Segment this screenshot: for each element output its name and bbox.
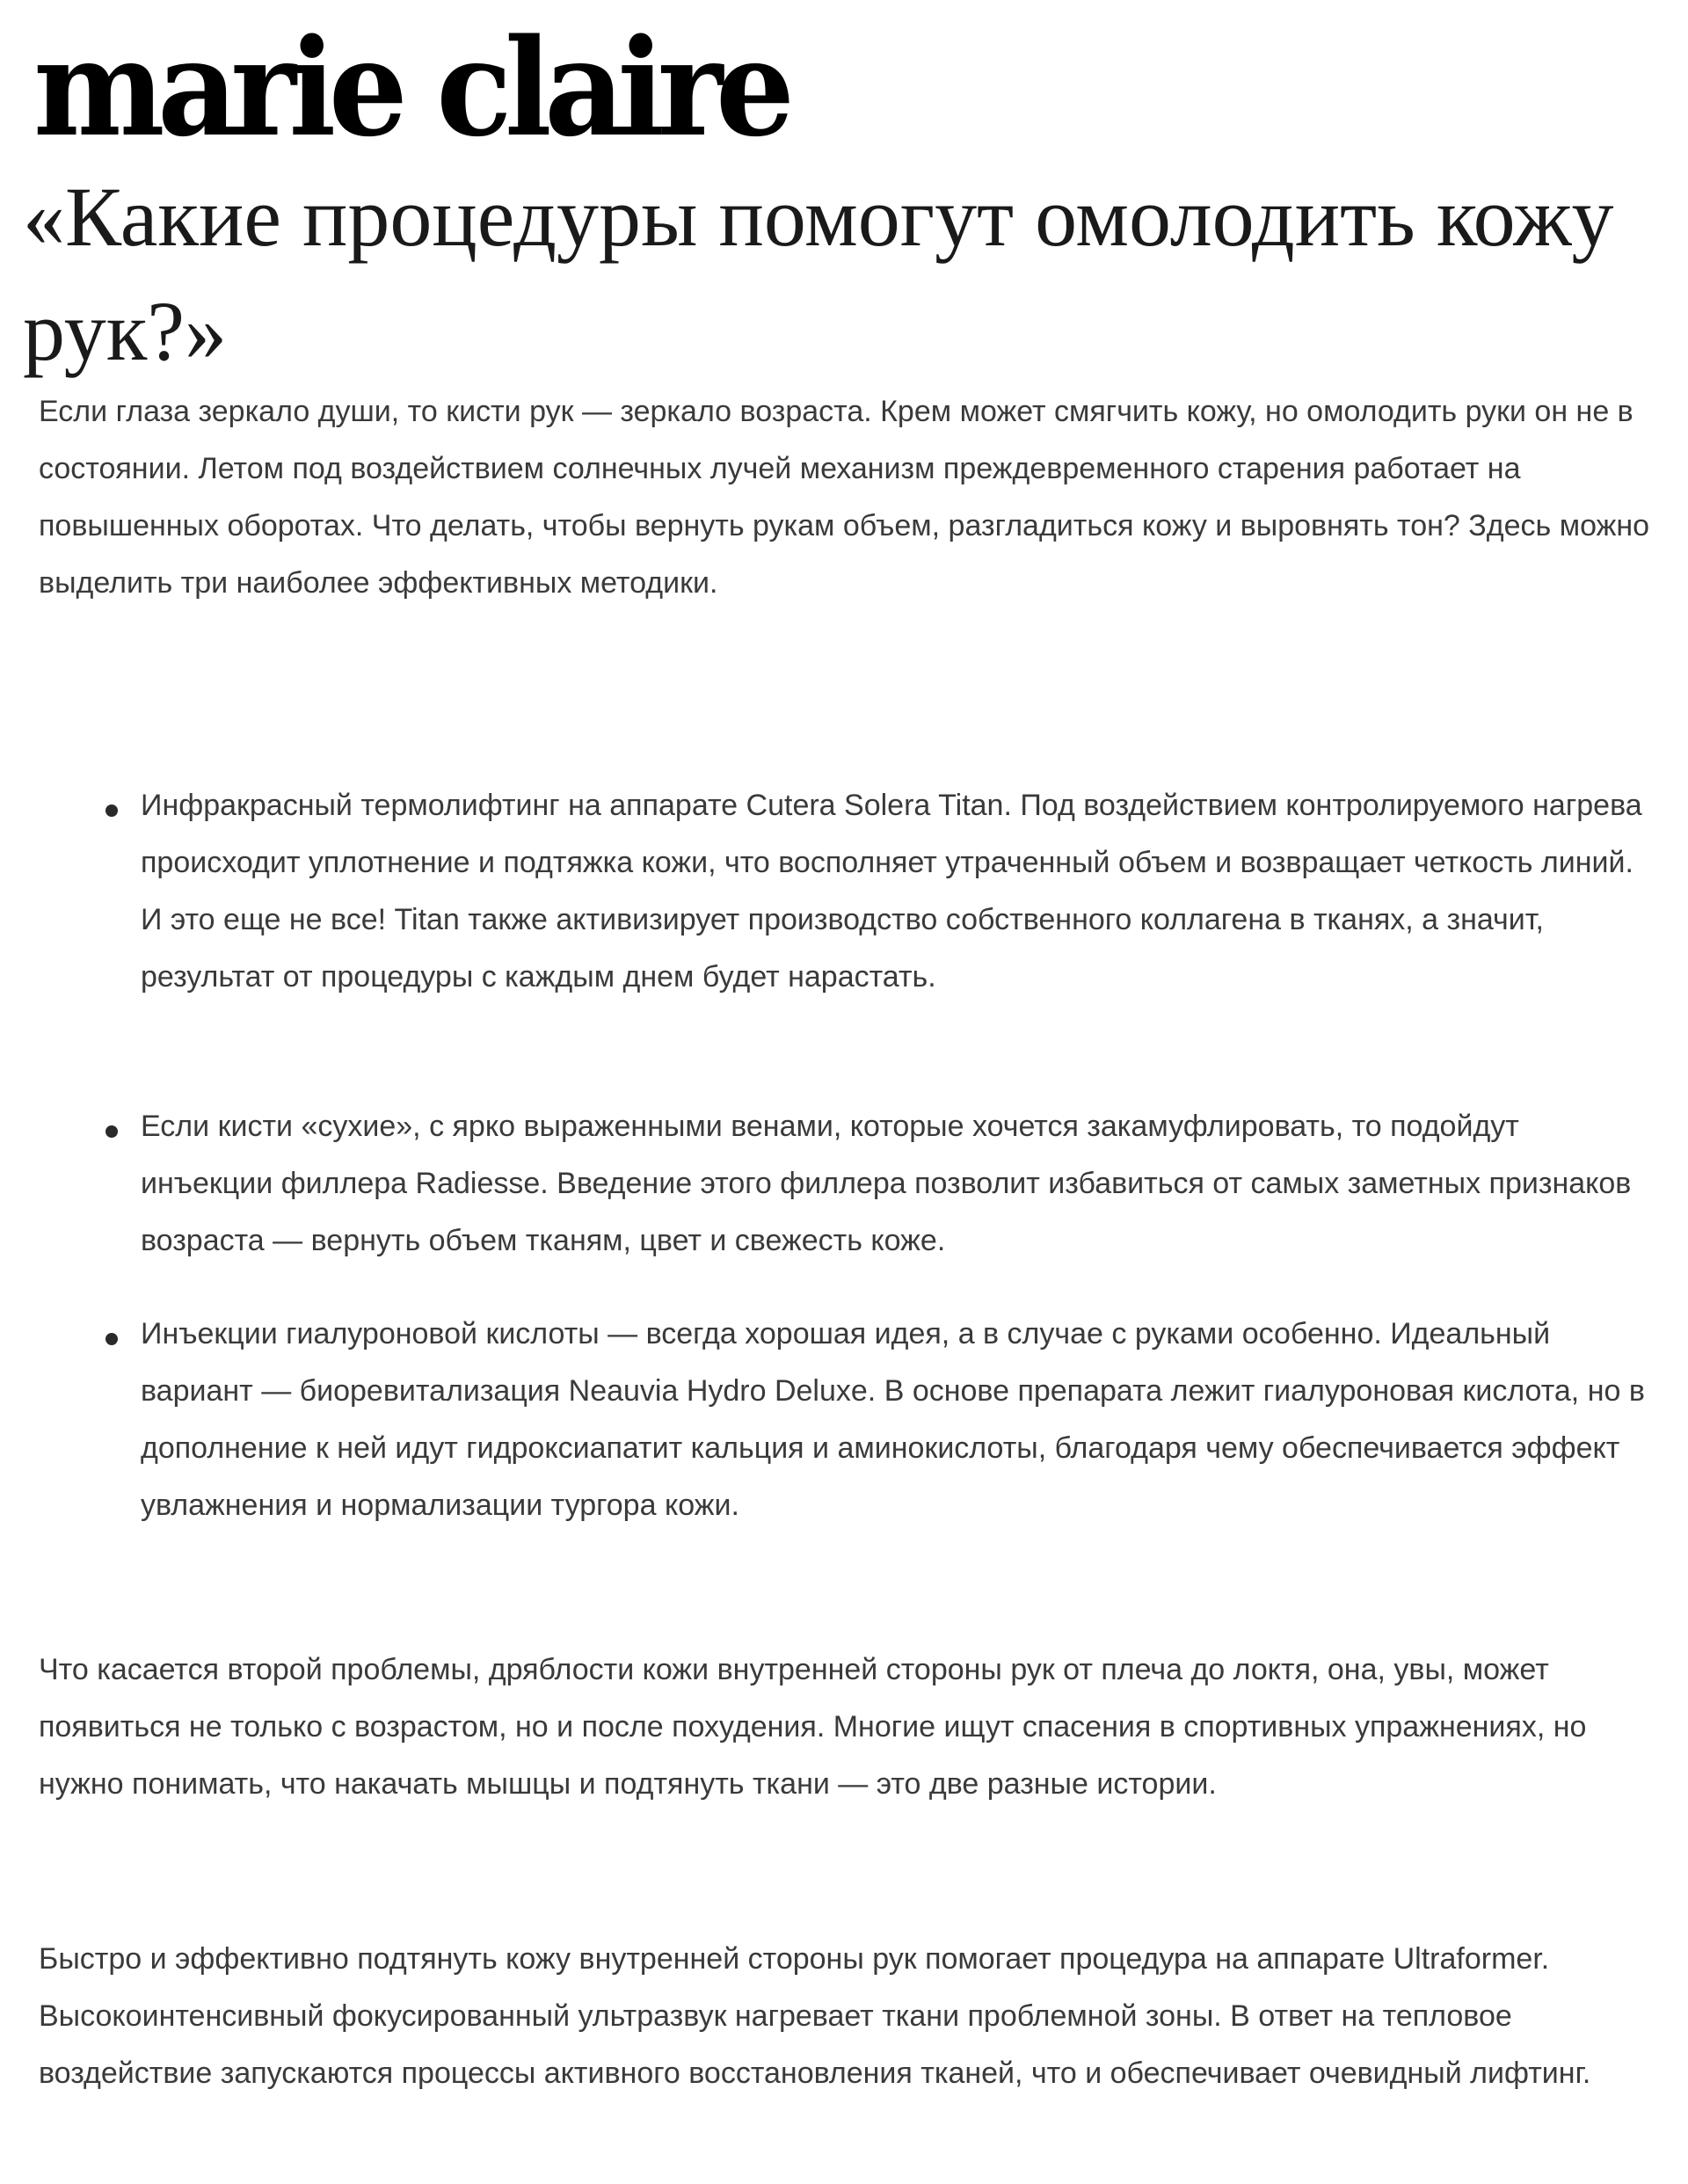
article-title: «Какие процедуры помогут омолодить кожу рук?»: [23, 170, 1614, 378]
list-item-titan: Инфракрасный термолифтинг на аппарате Cutera Solera Titan. Под воздействием контролируемого нагрева происходит уплотнение и подтяжка кожи, что восполняет утраченный объем и возвращает четкость линий. И это еще не все! Titan также активизирует производство собственного коллагена в тканях, а значит, результат от процедуры с каждым днем будет нарастать.: [141, 789, 1642, 994]
paragraph-arm-laxity: Что касается второй проблемы, дряблости кожи внутренней стороны рук от плеча до локтя, она, увы, может появиться не только с возрастом, но и после похудения. Многие ищут спасения в спортивных упражнениях, но нужно понимать, что накачать мышцы и подтянуть ткани — это две разные истории.: [39, 1653, 1587, 1801]
bullet-dot: [106, 804, 118, 817]
list-item-radiesse: Если кисти «сухие», с ярко выраженными венами, которые хочется закамуфлировать, то подойдут инъекции филлера Radiesse. Введение этого филлера позволит избавиться от самых заметных признаков возраста — вернуть объем тканям, цвет и свежесть коже.: [141, 1110, 1632, 1257]
brand-logo[interactable]: marie claire: [33, 9, 788, 166]
paragraph-ultraformer: Быстро и эффективно подтянуть кожу внутренней стороны рук помогает процедура на аппарате Ultraformer. Высокоинтенсивный фокусированный ультразвук нагревает ткани проблемной зоны. В ответ на тепловое воздействие запускаются процессы активного восстановления тканей, что и обеспечивает очевидный лифтинг.: [39, 1942, 1591, 2090]
bullet-dot: [106, 1333, 118, 1345]
list-item-neauvia: Инъекции гиалуроновой кислоты — всегда хорошая идея, а в случае с руками особенно. Идеальный вариант — биоревитализация Neauvia Hydro Deluxe. В основе препарата лежит гиалуроновая кислота, но в дополнение к ней идут гидроксиапатит кальция и аминокислоты, благодаря чему обеспечивается эффект увлажнения и нормализации тургора кожи.: [141, 1317, 1645, 1522]
intro-paragraph: Если глаза зеркало души, то кисти рук — зеркало возраста. Крем может смягчить кожу, но омолодить руки он не в состоянии. Летом под воздействием солнечных лучей механизм преждевременного старения работает на повышенных оборотах. Что делать, чтобы вернуть рукам объем, разгладиться кожу и выровнять тон? Здесь можно выделить три наиболее эффективных методики.: [39, 395, 1650, 600]
bullet-dot: [106, 1125, 118, 1138]
